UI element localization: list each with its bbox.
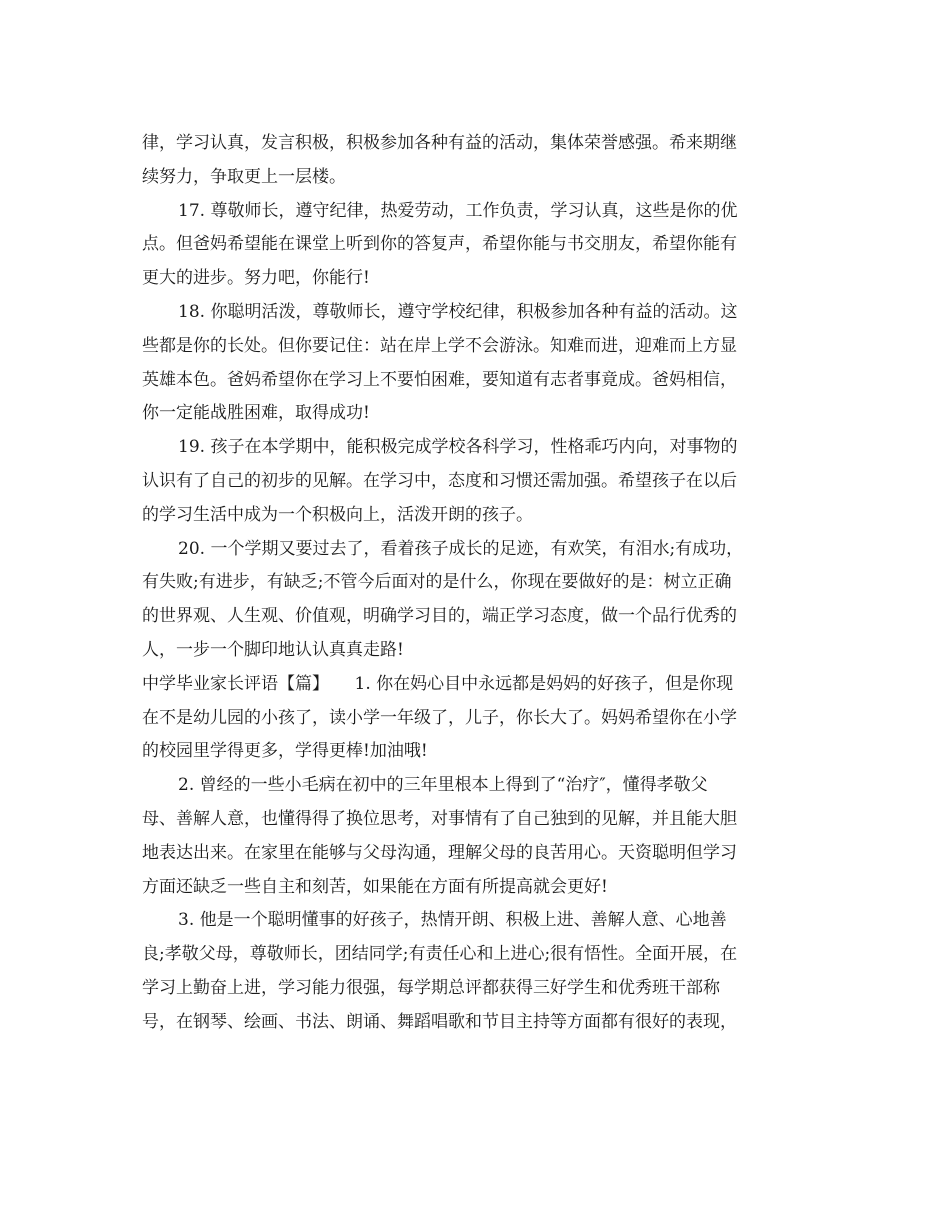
text-line: 学习上勤奋上进，学习能力很强，每学期总评都获得三好学生和优秀班干部称: [142, 977, 720, 998]
text-line: 点。但爸妈希望能在课堂上听到你的答复声，希望你能与书交朋友，希望你能有: [142, 234, 737, 255]
text-line: 18. 你聪明活泼，尊敬师长，遵守学校纪律，积极参加各种有益的活动。这: [178, 301, 738, 322]
text-line: 良;孝敬父母，尊敬师长，团结同学;有责任心和上进心;很有悟性。全面开展，在: [142, 944, 738, 965]
document-body: [142, 127, 810, 1040]
text-line: 律，学习认真，发言积极，积极参加各种有益的活动，集体荣誉感强。希来期继: [142, 133, 737, 153]
text-line: 续努力，争取更上一层楼。: [142, 166, 346, 187]
text-line: 认识有了自己的初步的见解。在学习中，态度和习惯还需加强。希望孩子在以后: [142, 470, 737, 491]
text-line: 更大的进步。努力吧，你能行!: [142, 268, 370, 289]
text-line: 你一定能战胜困难，取得成功!: [142, 403, 370, 424]
text-line: 中学毕业家长评语【篇】 1. 你在妈心目中永远都是妈妈的好孩子，但是你现: [142, 673, 734, 694]
text-line: 19. 孩子在本学期中，能积极完成学校各科学习，性格乖巧内向，对事物的: [178, 437, 738, 458]
text-line: 17. 尊敬师长，遵守纪律，热爱劳动，工作负责，学习认真，这些是你的优: [178, 200, 738, 221]
text-line: 3. 他是一个聪明懂事的好孩子，热情开朗、积极上进、善解人意、心地善: [178, 910, 727, 931]
text-line: 在不是幼儿园的小孩了，读小学一年级了，儿子，你长大了。妈妈希望你在小学: [142, 707, 737, 728]
text-line: 人，一步一个脚印地认认真真走路!: [142, 639, 404, 660]
text-line: 地表达出来。在家里在能够与父母沟通，理解父母的良苦用心。天资聪明但学习: [142, 842, 737, 863]
text-line: 号，在钢琴、绘画、书法、朗诵、舞蹈唱歌和节目主持等方面都有很好的表现，: [142, 1011, 737, 1032]
text-line: 母、善解人意，也懂得得了换位思考，对事情有了自己独到的见解，并且能大胆: [142, 808, 737, 829]
text-line: 有失败;有进步，有缺乏;不管今后面对的是什么，你现在要做好的是：树立正确: [142, 572, 732, 593]
text-line: 20. 一个学期又要过去了，看着孩子成长的足迹，有欢笑，有泪水;有成功，: [178, 538, 744, 559]
text-line: 的世界观、人生观、价值观，明确学习目的，端正学习态度，做一个品行优秀的: [142, 606, 737, 627]
text-line: 2. 曾经的一些小毛病在初中的三年里根本上得到了“治疗″，懂得孝敬父: [178, 775, 708, 796]
text-line: 的学习生活中成为一个积极向上，活泼开朗的孩子。: [142, 504, 533, 525]
text-line: 的校园里学得更多，学得更棒!加油哦!: [142, 741, 428, 762]
text-line: 英雄本色。爸妈希望你在学习上不要怕困难，要知道有志者事竟成。爸妈相信，: [142, 369, 737, 390]
text-line: 方面还缺乏一些自主和刻苦，如果能在方面有所提高就会更好!: [142, 876, 608, 897]
text-line: 些都是你的长处。但你要记住：站在岸上学不会游泳。知难而进，迎难而上方显: [142, 335, 737, 356]
